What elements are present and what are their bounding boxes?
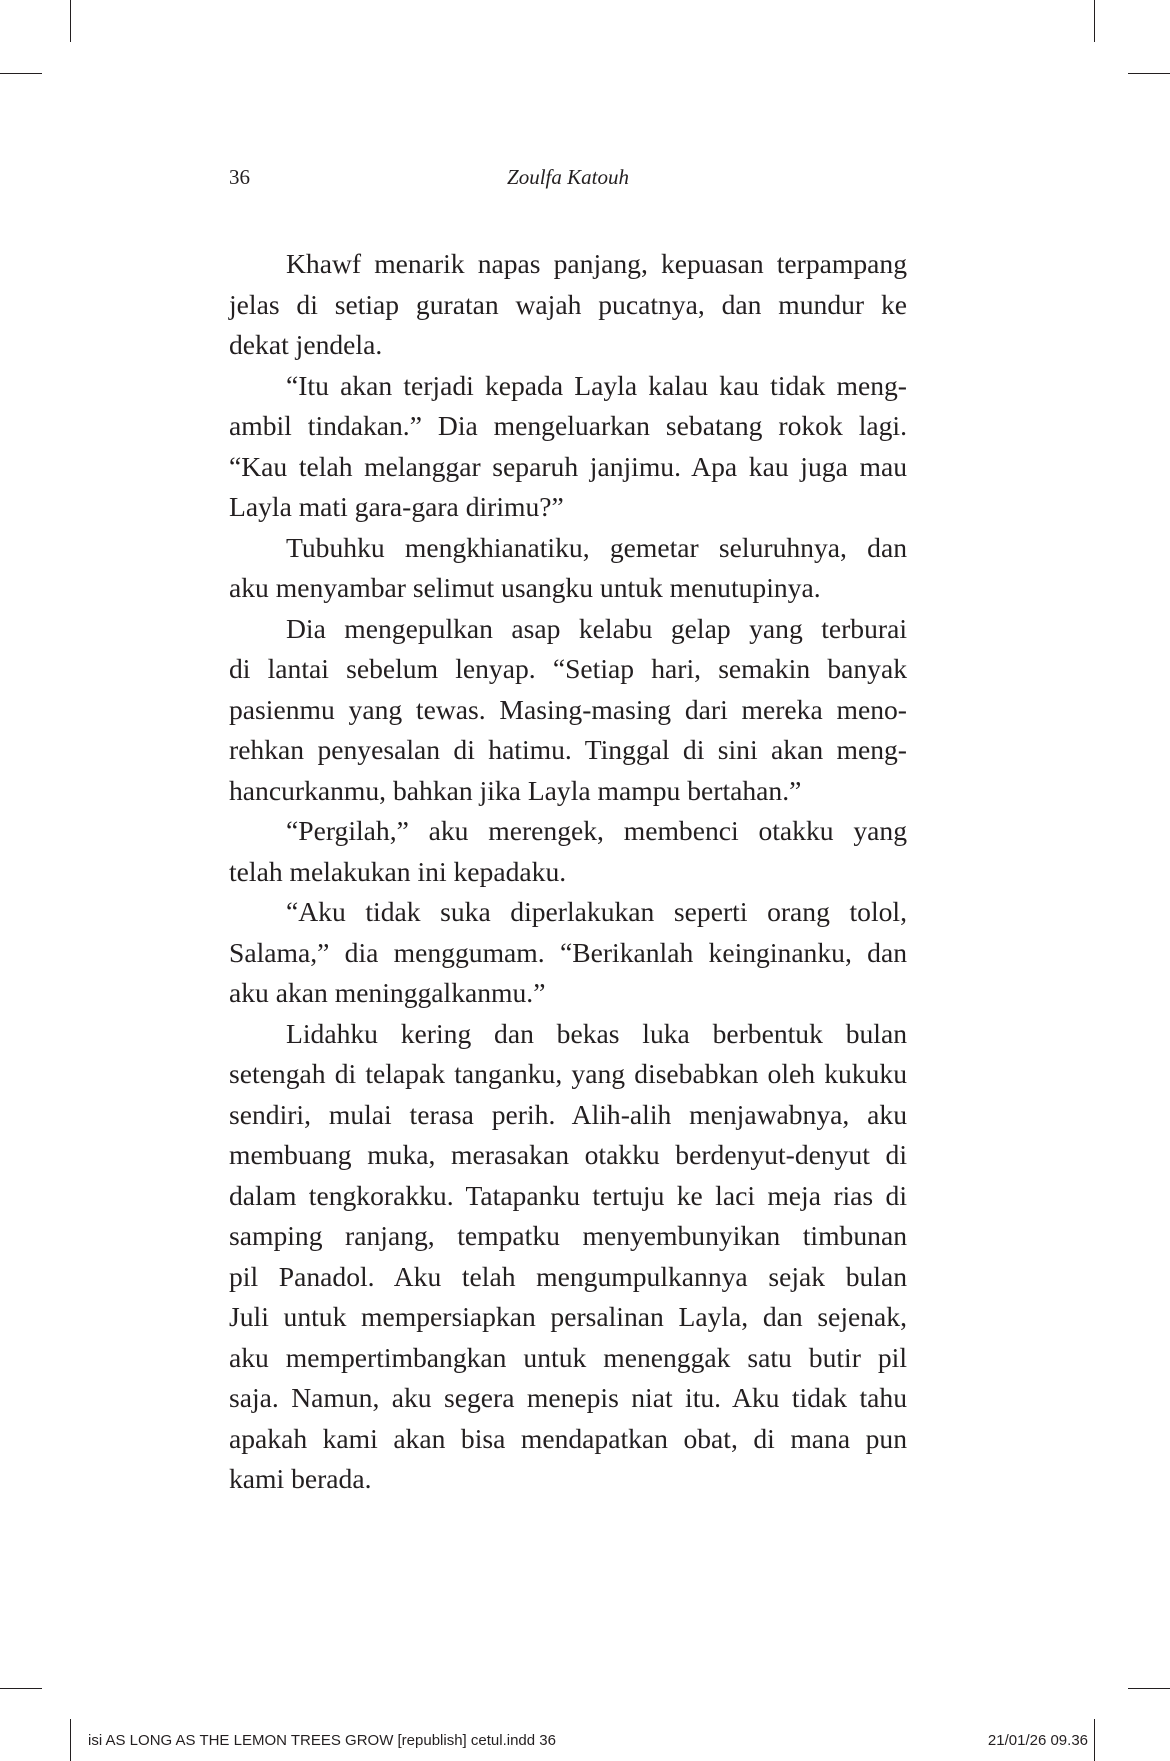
text-line: setengah di telapak tanganku, yang disebabkan oleh kukuku	[229, 1058, 907, 1089]
running-head-author: Zoulfa Katouh	[507, 165, 629, 189]
text-line: Salama,” dia menggumam. “Berikanlah keinginanku, dan	[229, 936, 907, 968]
text-line: ambil tindakan.” Dia mengeluarkan sebatang rokok lagi.	[229, 410, 907, 441]
paragraph	[229, 609, 907, 812]
text-line: aku mempertimbangkan untuk menenggak satu butir pil	[229, 1341, 907, 1373]
text-line: aku menyambar selimut usangku untuk menutupinya.	[229, 572, 821, 603]
slug-date-time: 21/01/26 09.36	[987, 1732, 1088, 1749]
text-line: “Kau telah melanggar separuh janjimu. Apa kau juga mau	[229, 450, 907, 482]
print-slug	[88, 1732, 1088, 1752]
paragraph	[229, 528, 907, 609]
paragraph	[229, 244, 907, 366]
slug-file-name: isi AS LONG AS THE LEMON TREES GROW [republish] cetul.indd 36	[88, 1732, 556, 1749]
text-line: membuang muka, merasakan otakku berdenyut-denyut di	[229, 1139, 907, 1170]
text-line: “Pergilah,” aku merengek, membenci otakku yang	[286, 815, 907, 846]
text-line: Lidahku kering dan bekas luka berbentuk bulan	[286, 1017, 907, 1049]
text-line: kami berada.	[229, 1463, 372, 1494]
text-line: rehkan penyesalan di hatimu. Tinggal di sini akan meng-	[229, 734, 907, 765]
crop-mark-top-left-horizontal	[0, 73, 42, 74]
text-line: aku akan meninggalkanmu.”	[229, 977, 546, 1008]
text-line: hancurkanmu, bahkan jika Layla mampu bertahan.”	[229, 774, 802, 806]
text-line: di lantai sebelum lenyap. “Setiap hari, semakin banyak	[229, 653, 907, 684]
text-line: samping ranjang, tempatku menyembunyikan timbunan	[229, 1220, 907, 1251]
text-line: saja. Namun, aku segera menepis niat itu. Aku tidak tahu	[229, 1382, 907, 1413]
text-line: Tubuhku mengkhianatiku, gemetar seluruhnya, dan	[286, 531, 907, 563]
crop-mark-bottom-right	[1094, 1719, 1095, 1761]
crop-mark-bottom-left	[70, 1719, 71, 1761]
crop-mark-bottom-left-horizontal	[0, 1688, 42, 1689]
text-line: dalam tengkorakku. Tatapanku tertuju ke laci meja rias di	[229, 1179, 907, 1211]
text-line: Khawf menarik napas panjang, kepuasan terpampang	[286, 248, 907, 279]
text-line: apakah kami akan bisa mendapatkan obat, di mana pun	[229, 1422, 907, 1454]
page-number: 36	[229, 165, 250, 189]
text-line: dekat jendela.	[229, 329, 383, 360]
text-line: Layla mati gara-gara dirimu?”	[229, 491, 564, 522]
text-line: jelas di setiap guratan wajah pucatnya, dan mundur ke	[229, 288, 907, 320]
crop-mark-top-right-horizontal	[1128, 73, 1170, 74]
text-line: Dia mengepulkan asap kelabu gelap yang terburai	[286, 612, 907, 644]
running-head	[229, 165, 907, 195]
text-line: “Aku tidak suka diperlakukan seperti orang tolol,	[286, 896, 907, 927]
body-text	[229, 244, 907, 1500]
text-line: pil Panadol. Aku telah mengumpulkannya sejak bulan	[229, 1260, 907, 1292]
paragraph	[229, 811, 907, 892]
crop-mark-top-left	[70, 0, 71, 42]
text-line: Juli untuk mempersiapkan persalinan Layla, dan sejenak,	[229, 1301, 907, 1332]
paragraph	[229, 892, 907, 1014]
text-line: sendiri, mulai terasa perih. Alih-alih menjawabnya, aku	[229, 1098, 907, 1130]
text-line: telah melakukan ini kepadaku.	[229, 855, 567, 887]
paragraph	[229, 366, 907, 528]
crop-mark-top-right	[1094, 0, 1095, 42]
crop-mark-bottom-right-horizontal	[1128, 1688, 1170, 1689]
text-line: “Itu akan terjadi kepada Layla kalau kau tidak meng-	[286, 369, 907, 401]
text-line: pasienmu yang tewas. Masing-masing dari mereka meno-	[229, 693, 907, 725]
paragraph	[229, 1014, 907, 1500]
